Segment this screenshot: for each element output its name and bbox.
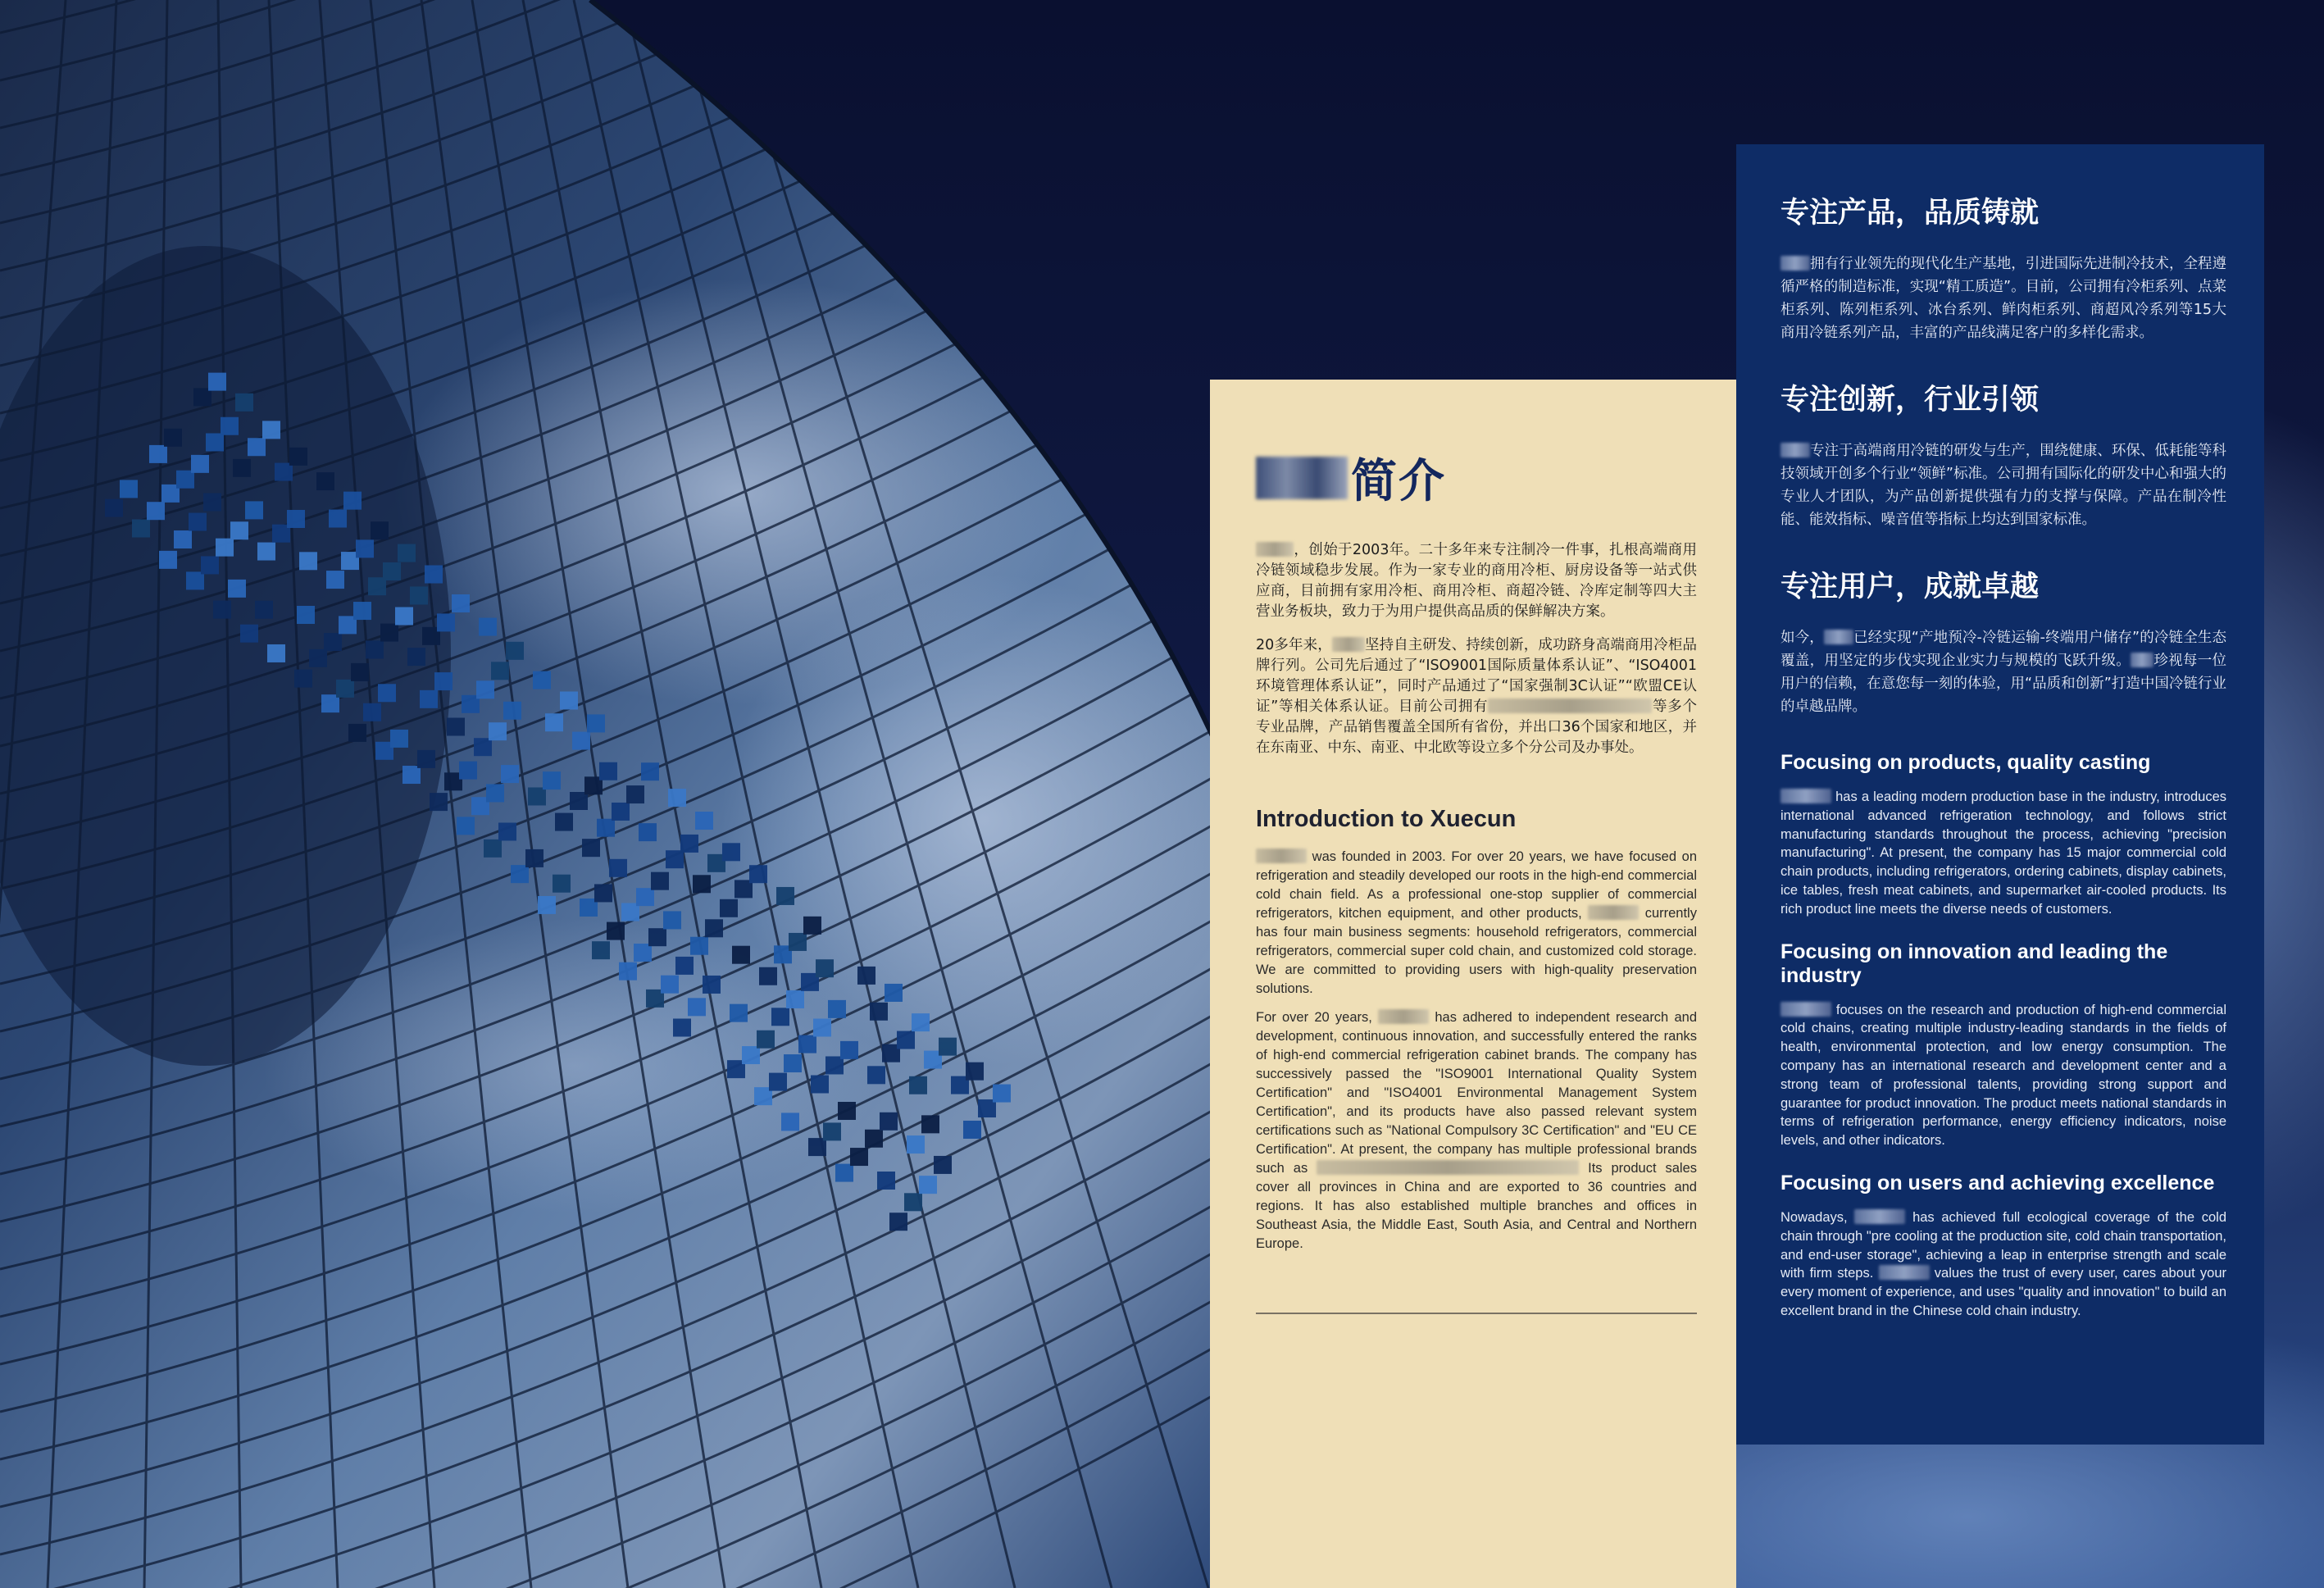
logo-pixel [877, 1172, 895, 1190]
logo-pixel [235, 394, 253, 412]
logo-pixel [329, 510, 347, 528]
logo-pixel [366, 640, 384, 658]
logo-pixel [781, 1113, 799, 1131]
logo-pixel [324, 633, 342, 651]
logo-pixel [390, 730, 408, 748]
logo-pixel [803, 917, 821, 935]
logo-pixel [275, 463, 293, 481]
intro-paragraph-en-2: For over 20 years, has adhered to independent research and development, continuous innovation, and successfully entered the ranks of high-end commercial refrigeration cabinet brands. The company has successively passed the "ISO9001 International Quality System Certification" and "ISO4001 Environmental Management System Certification", and its products have also passed relevant system certifications such as "National Compulsory 3C Certification" and "EU CE Certification". At present, the company has multiple professional brands such as Its product sales cover all provinces in China and are exported to 36 countries and regions. It has also established multiple branches and offices in Southeast Asia, the Middle East, South Asia, and Central and Northern Europe. [1256, 1010, 1698, 1251]
logo-pixel [176, 471, 194, 489]
focus-paragraph-zh-2: 专注于高端商用冷链的研发与生产，围绕健康、环保、低耗能等科技领域开创多个行业“领鲜”标准。公司拥有国际化的研发中心和强大的专业人才团队，为产品创新提供强有力的支撑与保障。产品在制冷性能、能效指标、噪音值等指标上均达到国家标准。 [1781, 443, 2226, 528]
logo-pixel [430, 793, 448, 811]
redacted-brand [1781, 443, 1810, 457]
logo-pixel [149, 445, 167, 463]
logo-pixel [383, 562, 401, 580]
logo-pixel [425, 566, 443, 584]
logo-pixel [498, 822, 516, 840]
logo-pixel [489, 722, 507, 740]
redacted-brand [1879, 1265, 1930, 1280]
logo-pixel [287, 510, 305, 528]
focus-panel [1736, 144, 2264, 1445]
focus-paragraph-en-3: Nowadays, has achieved full ecological coverage of the cold chain through "pre cooling at the production site, cold chain transportation, and end-user storage", achieving a leap in enterprise strength and scale with firm steps. values the trust of every user, cares about your every moment of experience, and uses "quality and innovation" to build an excellent brand in the Chinese cold chain industry. [1781, 1209, 2226, 1318]
logo-pixel [221, 417, 239, 435]
logo-pixel [257, 543, 275, 561]
logo-pixel [757, 1031, 775, 1049]
logo-pixel [511, 865, 529, 883]
logo-pixel [356, 539, 374, 557]
logo-pixel [491, 662, 509, 680]
logo-pixel [870, 1003, 888, 1021]
logo-pixel [434, 672, 453, 690]
logo-pixel [619, 962, 637, 981]
logo-pixel [850, 1148, 868, 1166]
logo-pixel [343, 492, 362, 510]
intro-title-text: 简介 [1351, 455, 1446, 508]
logo-pixel [555, 813, 573, 831]
logo-pixel [912, 1013, 930, 1031]
logo-pixel [245, 501, 263, 519]
logo-pixel [147, 502, 165, 520]
logo-pixel [191, 455, 209, 473]
focus-heading-en-3: Focusing on users and achieving excellence [1781, 1171, 2215, 1194]
logo-pixel [963, 1121, 981, 1139]
logo-pixel [457, 817, 475, 835]
logo-pixel [528, 787, 546, 805]
logo-pixel [203, 494, 221, 512]
logo-pixel [398, 544, 416, 562]
logo-pixel [420, 690, 438, 708]
focus-paragraph-en-1: has a leading modern production base in the industry, introduces international advanced refrigeration technology, and follows strict manufacturing standards throughout the process, achieving "precision manufacturing". At present, the company has 15 major commercial cold chain products, including refrigerators, ordering cabinets, display cabinets, ice tables, fresh meat cabinets, and supermarket air-cooled products. Its rich product line meets the diverse needs of customers. [1781, 789, 2226, 917]
logo-pixel [132, 520, 150, 538]
logo-pixel [857, 967, 875, 985]
logo-pixel [867, 1066, 885, 1084]
logo-pixel [919, 1176, 937, 1194]
intro-paragraph-zh-1: ，创始于2003年。二十多年来专注制冷一件事，扎根高端商用冷链领域稳步发展。作为一家专业的商用冷柜、厨房设备等一站式供应商，目前拥有家用冷柜、商用冷柜、商超冷链、冷库定制等四大主营业务板块，致力于为用户提供高品质的保鲜解决方案。 [1256, 542, 1697, 620]
redacted-brand [1781, 789, 1831, 803]
logo-pixel [784, 1054, 802, 1072]
logo-pixel [486, 784, 504, 802]
logo-pixel [993, 1085, 1011, 1103]
redacted-brand [1332, 637, 1365, 652]
logo-pixel [193, 388, 211, 406]
logo-pixel [543, 771, 561, 789]
logo-pixel [759, 967, 777, 985]
logo-pixel [545, 713, 563, 731]
logo-pixel [410, 586, 428, 604]
focus-paragraph-en-2: focuses on the research and production of high-end commercial cold chains, creating multiple industry-leading standards in the fields of health, environmental protection, and low energy consumption. The company has an international research and development center and a strong team of professional talents, providing strong support and guarantee for product innovation. The product meets national standards in terms of refrigeration performance, energy efficiency indicators, noise levels, and other indicators. [1781, 1002, 2226, 1149]
divider-line [1256, 1313, 1697, 1314]
logo-pixel [186, 571, 204, 589]
logo-pixel [326, 571, 344, 589]
intro-title-zh [1256, 445, 1697, 511]
logo-pixel [609, 859, 627, 877]
logo-pixel [695, 812, 713, 830]
intro-paragraph-en-1: was founded in 2003. For over 20 years, we have focused on refrigeration and steadily developed our roots in the high-end commercial cold chain field. As a professional one-stop supplier of commercial refrigerators, kitchen equipment, and other products, currently has four main business segments: household refrigerators, commercial refrigerators, commercial super cold chain, and customized cold storage. We are committed to providing users with high-quality preservation solutions. [1256, 849, 1697, 996]
redacted-brand [1781, 256, 1810, 271]
logo-pixel [582, 839, 600, 857]
intro-paragraph-zh-2: 20多年来， 坚持自主研发、持续创新，成功跻身高端商用冷柜品牌行列。公司先后通过了“ISO9001国际质量体系认证”、“ISO4001环境管理体系认证”，同时产品通过了“国家强制3C认证”“欧盟CE认证”等相关体系认证。目前公司拥有 等多个专业品牌，产品销售覆盖全国所有省份，并出口36个国家和地区，并在东南亚、中东、南亚、中北欧等设立多个分公司及办事处。 [1256, 637, 1697, 756]
logo-pixel [599, 762, 617, 780]
logo-pixel [538, 896, 556, 914]
logo-pixel [230, 521, 248, 539]
logo-pixel [476, 680, 494, 698]
logo-pixel [164, 429, 182, 447]
redacted-brand [1588, 905, 1639, 920]
redacted-brand [1824, 630, 1853, 644]
logo-pixel [395, 607, 413, 626]
logo-pixel [749, 865, 767, 883]
logo-pixel [216, 539, 234, 557]
logo-pixel [503, 702, 521, 720]
logo-pixel [828, 1000, 846, 1018]
logo-pixel [267, 644, 285, 662]
focus-heading-en-2: Focusing on innovation and leading the industry [1781, 940, 2168, 987]
logo-pixel [447, 718, 465, 736]
logo-pixel [666, 850, 684, 868]
logo-pixel [626, 785, 644, 803]
redacted-brand [1256, 849, 1307, 863]
logo-pixel [673, 1018, 691, 1036]
logo-pixel [289, 448, 307, 466]
logo-pixel [612, 803, 630, 821]
focus-heading-zh-2: 专注创新，行业引领 [1781, 384, 2040, 416]
logo-pixel [668, 789, 686, 807]
logo-pixel [120, 480, 138, 498]
logo-pixel [407, 648, 425, 666]
logo-pixel [663, 911, 681, 929]
logo-pixel [371, 521, 389, 539]
logo-pixel [159, 551, 177, 569]
logo-pixel [501, 765, 519, 783]
logo-pixel [351, 663, 369, 681]
logo-pixel [248, 438, 266, 456]
logo-pixel [484, 840, 502, 858]
logo-pixel [680, 835, 698, 853]
logo-pixel [233, 459, 251, 477]
logo-pixel [889, 1213, 907, 1231]
logo-pixel [206, 433, 224, 451]
logo-pixel [835, 1164, 853, 1182]
logo-pixel [348, 724, 366, 742]
logo-pixel [533, 671, 551, 689]
logo-pixel [309, 649, 327, 667]
logo-pixel [213, 601, 231, 619]
focus-paragraph-zh-3: 如今， 已经实现“产地预冷-冷链运输-终端用户储存”的冷链全生态覆盖，用坚定的步伐实现企业实力与规模的飞跃升级。 珍视每一位用户的信赖，在意您每一刻的体验，用“品质和创新”打造中国冷链行业的卓越品牌。 [1781, 630, 2227, 715]
logo-pixel [634, 944, 652, 962]
focus-paragraph-zh-1: 拥有行业领先的现代化生产基地，引进国际先进制冷技术，全程遵循严格的制造标准，实现“精工质造”。目前，公司拥有冷柜系列、点菜柜系列、陈列柜系列、冰台系列、鲜肉柜系列、商超风冷系列等15大商用冷链系列产品，丰富的产品线满足客户的多样化需求。 [1781, 256, 2226, 341]
redacted-brand-list [1317, 1160, 1579, 1175]
redacted-brand-name [1256, 457, 1348, 499]
redacted-brand [1378, 1009, 1429, 1024]
focus-heading-zh-3: 专注用户，成就卓越 [1781, 571, 2040, 603]
logo-pixel [378, 684, 396, 702]
logo-pixel [885, 984, 903, 1002]
logo-pixel [776, 887, 794, 905]
logo-pixel [786, 990, 804, 1008]
logo-pixel [651, 872, 669, 890]
logo-pixel [661, 976, 679, 994]
logo-pixel [648, 928, 666, 946]
logo-pixel [353, 602, 371, 620]
logo-pixel [636, 888, 654, 906]
logo-pixel [560, 691, 578, 709]
logo-pixel [363, 703, 381, 721]
logo-pixel [808, 1138, 826, 1156]
logo-pixel [789, 933, 807, 951]
redacted-brand [1256, 542, 1294, 557]
redacted-brand-list [1488, 698, 1652, 713]
intro-panel [1210, 380, 1736, 1588]
logo-pixel [840, 1041, 858, 1059]
logo-pixel [189, 513, 207, 531]
logo-pixel [299, 552, 317, 570]
logo-pixel [437, 613, 455, 631]
logo-pixel [208, 373, 226, 391]
logo-pixel [594, 884, 612, 902]
redacted-brand [1854, 1209, 1905, 1224]
logo-pixel [688, 998, 706, 1016]
logo-pixel [592, 941, 610, 959]
intro-title-en: Introduction to Xuecun [1256, 806, 1517, 832]
logo-pixel [262, 421, 280, 439]
logo-pixel [380, 624, 398, 642]
redacted-brand [2131, 653, 2153, 667]
logo-pixel [105, 499, 123, 517]
logo-pixel [742, 1046, 760, 1064]
logo-pixel [921, 1115, 939, 1133]
logo-pixel [639, 823, 657, 841]
logo-pixel [294, 670, 312, 688]
logo-pixel [823, 1122, 841, 1140]
logo-pixel [730, 1004, 748, 1022]
logo-pixel [813, 1019, 831, 1037]
logo-pixel [336, 680, 354, 698]
logo-pixel [597, 819, 615, 837]
logo-pixel [452, 594, 470, 612]
logo-pixel [907, 1135, 925, 1153]
logo-pixel [316, 472, 334, 490]
logo-pixel [474, 738, 492, 756]
logo-pixel [966, 1062, 984, 1081]
logo-pixel [769, 1073, 787, 1091]
logo-pixel [909, 1076, 927, 1094]
logo-pixel [939, 1038, 957, 1056]
logo-pixel [459, 762, 477, 780]
logo-pixel [693, 875, 711, 893]
logo-pixel [417, 750, 435, 768]
focus-heading-zh-1: 专注产品，品质铸就 [1781, 197, 2040, 230]
logo-pixel [525, 849, 543, 867]
logo-pixel [720, 899, 738, 917]
logo-pixel [880, 1113, 898, 1131]
logo-pixel [553, 875, 571, 893]
logo-pixel [572, 732, 590, 750]
logo-pixel [732, 946, 750, 964]
logo-pixel [479, 618, 497, 636]
logo-pixel [798, 1035, 816, 1053]
logo-pixel [641, 762, 659, 780]
logo-pixel [228, 580, 246, 598]
logo-pixel [240, 625, 258, 643]
logo-pixel [838, 1102, 856, 1120]
logo-pixel [934, 1156, 952, 1174]
logo-pixel [587, 714, 605, 732]
logo-pixel [690, 937, 708, 955]
logo-pixel [675, 957, 694, 975]
logo-pixel [811, 1076, 829, 1094]
logo-pixel [771, 1008, 789, 1026]
logo-pixel [816, 959, 834, 977]
logo-pixel [201, 556, 219, 574]
logo-pixel [722, 843, 740, 861]
logo-pixel [402, 766, 421, 784]
focus-heading-en-1: Focusing on products, quality casting [1781, 751, 2151, 774]
logo-pixel [897, 1031, 915, 1049]
logo-pixel [297, 606, 315, 624]
logo-pixel [607, 922, 625, 940]
logo-pixel [703, 976, 721, 994]
logo-pixel [506, 642, 524, 660]
redacted-brand [1781, 1002, 1831, 1017]
logo-pixel [865, 1130, 883, 1148]
logo-pixel [705, 919, 723, 937]
logo-pixel [174, 530, 192, 548]
logo-pixel [904, 1193, 922, 1211]
logo-pixel [255, 601, 273, 619]
